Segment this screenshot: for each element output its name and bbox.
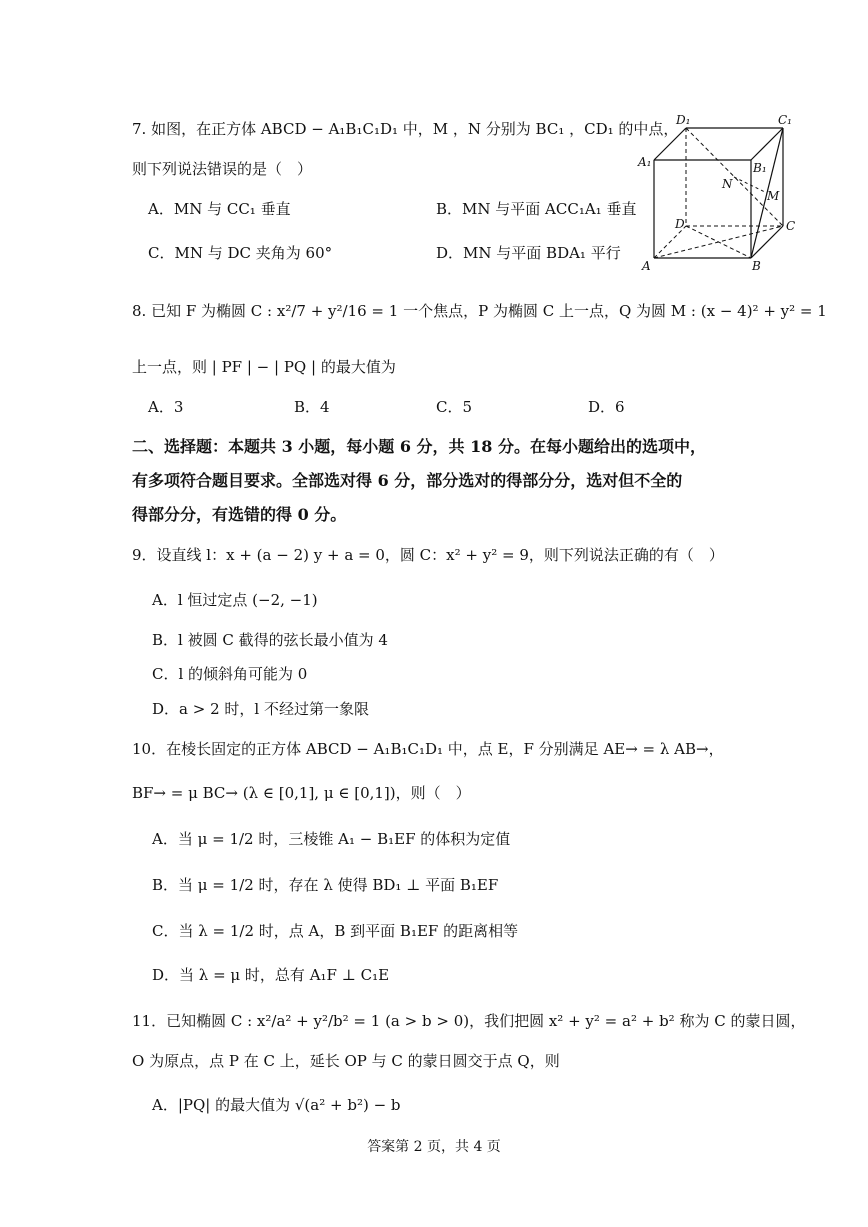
- q8-stem-line2: 上一点，则 | PF | − | PQ | 的最大值为: [132, 358, 396, 376]
- label-d: D: [675, 217, 685, 231]
- q8-option-b: B．4: [294, 398, 330, 416]
- q11-stem-line1: 11．已知椭圆 C : x²/a² + y²/b² = 1 (a > b > 0)，我们把圆 x² + y² = a² + b² 称为 C 的蒙日圆，: [132, 1012, 806, 1030]
- q9-option-d: D．a > 2 时，l 不经过第一象限: [152, 700, 369, 718]
- section2-line2: 有多项符合题目要求。全部选对得 6 分，部分选对的得部分分，选对但不全的: [132, 471, 683, 490]
- label-b: B: [752, 259, 761, 273]
- q7-option-b: B．MN 与平面 ACC₁A₁ 垂直: [436, 200, 637, 218]
- q9-option-c: C．l 的倾斜角可能为 0: [152, 665, 308, 683]
- q9-stem: 9．设直线 l：x + (a − 2) y + a = 0，圆 C：x² + y² = 9，则下列说法正确的有（ ）: [132, 546, 724, 564]
- label-c1: C₁: [778, 113, 792, 127]
- q10-option-d: D．当 λ = μ 时，总有 A₁F ⊥ C₁E: [152, 966, 390, 984]
- q9-option-b: B．l 被圆 C 截得的弦长最小值为 4: [152, 631, 388, 649]
- q10-option-c: C．当 λ = 1/2 时，点 A，B 到平面 B₁EF 的距离相等: [152, 922, 519, 940]
- label-b1: B₁: [753, 161, 767, 175]
- label-m: M: [767, 189, 780, 203]
- label-a1: A₁: [638, 155, 652, 169]
- section2-line1: 二、选择题：本题共 3 小题，每小题 6 分，共 18 分。在每小题给出的选项中，: [132, 437, 706, 456]
- q10-option-a: A．当 μ = 1/2 时，三棱锥 A₁ − B₁EF 的体积为定值: [152, 830, 511, 848]
- q8-stem-line1: 8. 已知 F 为椭圆 C : x²/7 + y²/16 = 1 一个焦点，P 为椭圆 C 上一点，Q 为圆 M : (x − 4)² + y² = 1: [132, 302, 827, 320]
- q10-stem-line2: BF→ = μ BC→ (λ ∈ [0,1], μ ∈ [0,1])，则（ ）: [132, 784, 471, 802]
- label-a: A: [642, 259, 651, 273]
- q7-stem-line2: 则下列说法错误的是（ ）: [132, 160, 313, 178]
- q7-option-d: D．MN 与平面 BDA₁ 平行: [436, 244, 621, 262]
- q10-stem-line1: 10．在棱长固定的正方体 ABCD − A₁B₁C₁D₁ 中，点 E，F 分别满足 AE→ = λ AB→，: [132, 740, 724, 758]
- cube-figure: [636, 110, 806, 275]
- q11-stem-line2: O 为原点，点 P 在 C 上，延长 OP 与 C 的蒙日圆交于点 Q，则: [132, 1052, 560, 1070]
- q7-option-a: A．MN 与 CC₁ 垂直: [148, 200, 291, 218]
- q9-option-a: A．l 恒过定点 (−2, −1): [152, 591, 318, 609]
- q11-option-a: A．|PQ| 的最大值为 √(a² + b²) − b: [152, 1096, 401, 1114]
- page-footer: 答案第 2 页，共 4 页: [367, 1139, 501, 1155]
- q7-option-c: C．MN 与 DC 夹角为 60°: [148, 244, 333, 262]
- label-n: N: [722, 177, 733, 191]
- q7-stem-line1: 7. 如图，在正方体 ABCD − A₁B₁C₁D₁ 中，M ，N 分别为 BC₁ ，CD₁ 的中点，: [132, 120, 679, 138]
- label-d1: D₁: [676, 113, 691, 127]
- q8-option-c: C．5: [436, 398, 473, 416]
- q10-option-b: B．当 μ = 1/2 时，存在 λ 使得 BD₁ ⊥ 平面 B₁EF: [152, 876, 499, 894]
- section2-line3: 得部分分，有选错的得 0 分。: [132, 505, 347, 524]
- q8-option-d: D．6: [588, 398, 625, 416]
- label-c: C: [786, 219, 796, 233]
- q8-option-a: A．3: [148, 398, 184, 416]
